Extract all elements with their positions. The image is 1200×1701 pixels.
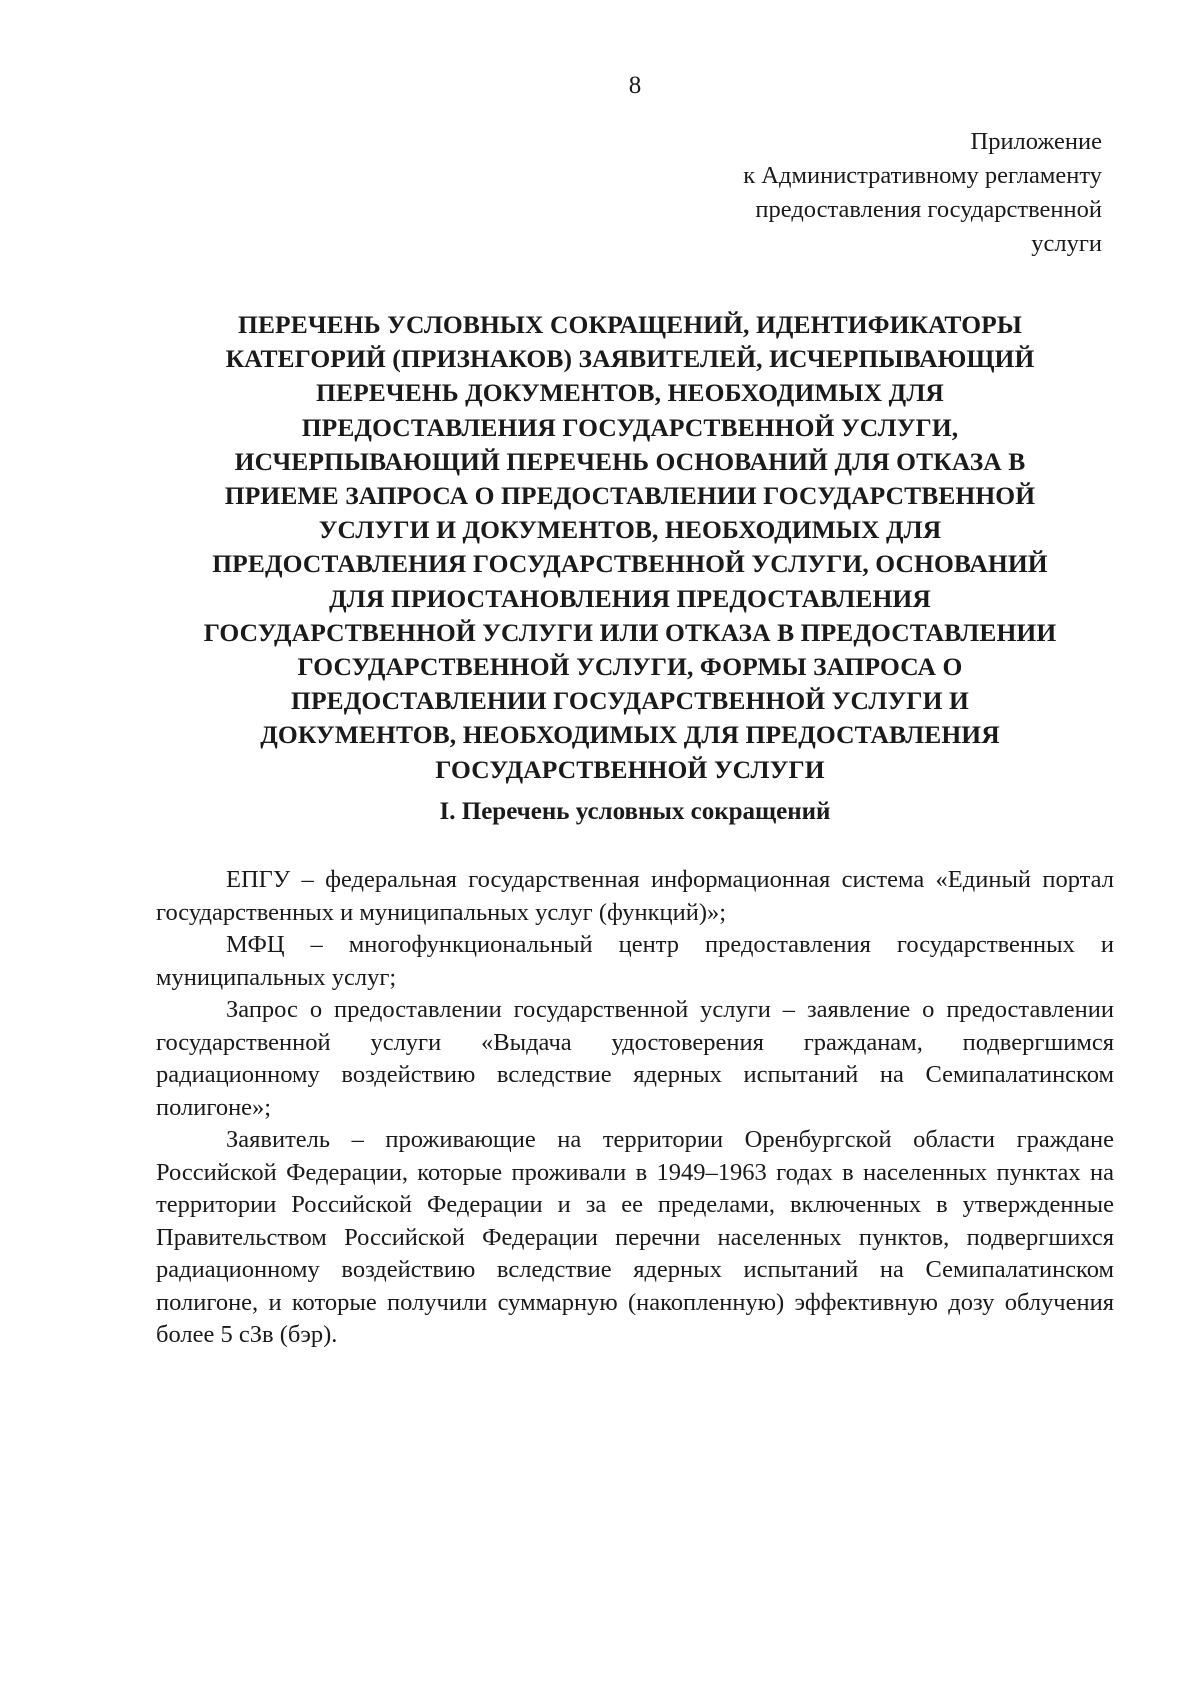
title-line: ПРЕДОСТАВЛЕНИЯ ГОСУДАРСТВЕННОЙ УСЛУГИ, ОСНОВАНИЙ: [212, 549, 1048, 579]
title-line: ИСЧЕРПЫВАЮЩИЙ ПЕРЕЧЕНЬ ОСНОВАНИЙ ДЛЯ ОТКАЗА В: [234, 446, 1026, 476]
title-line: ПЕРЕЧЕНЬ УСЛОВНЫХ СОКРАЩЕНИЙ, ИДЕНТИФИКАТОРЫ: [238, 310, 1022, 339]
title-line: ГОСУДАРСТВЕННОЙ УСЛУГИ: [435, 754, 825, 784]
paragraph-request: Запрос о предоставлении государственной услуги – заявление о предоставлении государственной услуги «Выдача удостоверения гражданам, подвергшимся радиационному воздействию вследствие ядерных испытаний на Семипалатинском полигоне»;: [156, 996, 1114, 1121]
body-text: [156, 864, 1114, 1352]
paragraph-applicant: Заявитель – проживающие на территории Оренбургской области граждане Российской Федерации, которые проживали в 1949–1963 годах в населенных пунктах на территории Российской Федерации и за ее пределами, включенных в утвержденные Правительством Российской Федерации перечни населенных пунктов, подвергшихся радиационному воздействию вследствие ядерных испытаний на Семипалатинском полигоне, и которые получили суммарную (накопленную) эффективную дозу облучения более 5 сЗв (бэр).: [156, 1126, 1114, 1348]
annex-line: услуги: [1031, 230, 1102, 257]
paragraph-mfc: МФЦ – многофункциональный центр предоставления государственных и муниципальных услуг;: [156, 931, 1114, 991]
section-heading: I. Перечень условных сокращений: [439, 798, 831, 825]
paragraph-epgu: ЕПГУ – федеральная государственная информационная система «Единый портал государственных и муниципальных услуг (функций)»;: [156, 866, 1114, 926]
title-line: ДОКУМЕНТОВ, НЕОБХОДИМЫХ ДЛЯ ПРЕДОСТАВЛЕНИЯ: [260, 720, 1000, 750]
page-number: 8: [628, 72, 642, 99]
title-line: ГОСУДАРСТВЕННОЙ УСЛУГИ, ФОРМЫ ЗАПРОСА О: [297, 652, 963, 682]
title-line: ГОСУДАРСТВЕННОЙ УСЛУГИ ИЛИ ОТКАЗА В ПРЕДОСТАВЛЕНИИ: [203, 617, 1057, 647]
title-line: ПРИЕМЕ ЗАПРОСА О ПРЕДОСТАВЛЕНИИ ГОСУДАРСТВЕННОЙ: [224, 481, 1036, 511]
title-line: УСЛУГИ И ДОКУМЕНТОВ, НЕОБХОДИМЫХ ДЛЯ: [318, 515, 942, 545]
annex-header: [743, 125, 1102, 261]
annex-line: предоставления государственной: [755, 196, 1102, 223]
title-line: КАТЕГОРИЙ (ПРИЗНАКОВ) ЗАЯВИТЕЛЕЙ, ИСЧЕРПЫВАЮЩИЙ: [225, 344, 1035, 374]
title-line: ПЕРЕЧЕНЬ ДОКУМЕНТОВ, НЕОБХОДИМЫХ ДЛЯ: [316, 378, 944, 408]
annex-line: Приложение: [970, 128, 1102, 155]
document-title: [140, 308, 1120, 787]
title-line: ПРЕДОСТАВЛЕНИИ ГОСУДАРСТВЕННОЙ УСЛУГИ И: [291, 686, 969, 716]
title-line: ПРЕДОСТАВЛЕНИЯ ГОСУДАРСТВЕННОЙ УСЛУГИ,: [301, 412, 959, 442]
annex-line: к Административному регламенту: [743, 162, 1102, 189]
title-line: ДЛЯ ПРИОСТАНОВЛЕНИЯ ПРЕДОСТАВЛЕНИЯ: [329, 583, 931, 613]
